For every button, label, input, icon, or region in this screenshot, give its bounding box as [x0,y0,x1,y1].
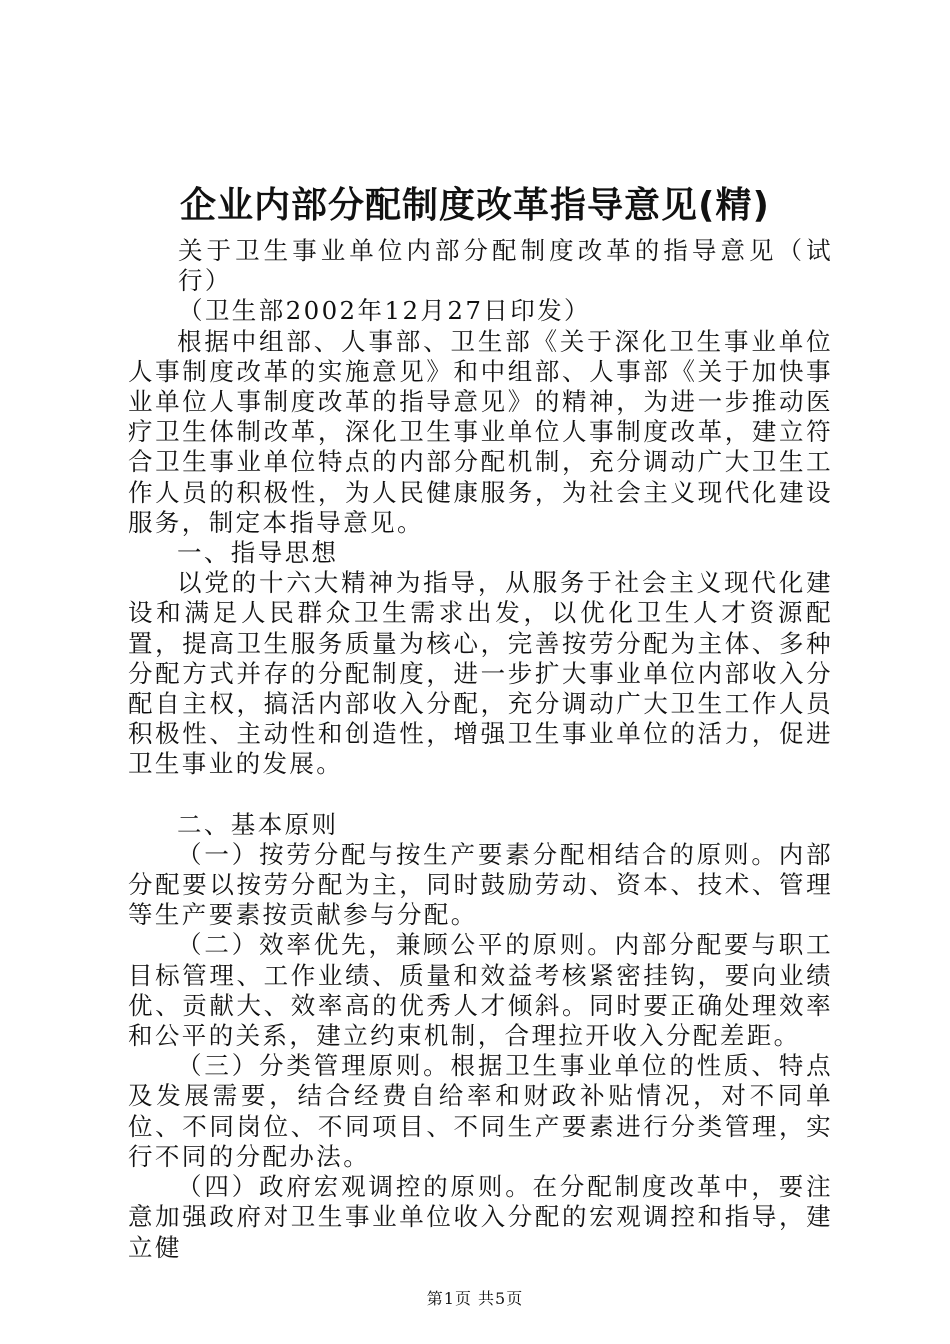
issuer-line: （卫生部2002年12月27日印发） [178,296,591,326]
section-heading-basic-principles: 二、基本原则 [177,809,339,839]
preamble-paragraph: 根据中组部、人事部、卫生部《关于深化卫生事业单位人事制度改革的实施意见》和中组部、人事部《关于加快事业单位人事制度改革的指导意见》的精神，为进一步推动医疗卫生体制改革，深化卫生事业单位人事制度改革，建立符合卫生事业单位特点的内部分配机制，充分调动广大卫生工作人员的积极性，为人民健康服务，为社会主义现代化建设服务，制定本指导意见。 [128,326,833,537]
document-subtitle: 关于卫生事业单位内部分配制度改革的指导意见（试行） [178,236,833,296]
document-title: 企业内部分配制度改革指导意见(精) [180,185,770,226]
page-footer: 第1页 共5页 [426,1289,524,1308]
document-body [128,236,833,1263]
principle-paragraph-3: （三）分类管理原则。根据卫生事业单位的性质、特点及发展需要，结合经费自给率和财政补贴情况，对不同单位、不同岗位、不同项目、不同生产要素进行分类管理，实行不同的分配办法。 [128,1051,833,1171]
paragraph-spacer [128,780,833,810]
principle-paragraph-4: （四）政府宏观调控的原则。在分配制度改革中，要注意加强政府对卫生事业单位收入分配的宏观调控和指导，建立健 [128,1172,833,1262]
principle-paragraph-1: （一）按劳分配与按生产要素分配相结合的原则。内部分配要以按劳分配为主，同时鼓励劳动、资本、技术、管理等生产要素按贡献参与分配。 [128,839,833,930]
section-heading-guiding-ideology: 一、指导思想 [177,538,339,568]
principle-paragraph-2: （二）效率优先，兼顾公平的原则。内部分配要与职工目标管理、工作业绩、质量和效益考核紧密挂钩，要向业绩优、贡献大、效率高的优秀人才倾斜。同时要正确处理效率和公平的关系，建立约束机制，合理拉开收入分配差距。 [128,930,833,1051]
guiding-ideology-paragraph: 以党的十六大精神为指导，从服务于社会主义现代化建设和满足人民群众卫生需求出发，以优化卫生人才资源配置，提高卫生服务质量为核心，完善按劳分配为主体、多种分配方式并存的分配制度，进一步扩大事业单位内部收入分配自主权，搞活内部收入分配，充分调动广大卫生工作人员积极性、主动性和创造性，增强卫生事业单位的活力，促进卫生事业的发展。 [128,568,833,779]
